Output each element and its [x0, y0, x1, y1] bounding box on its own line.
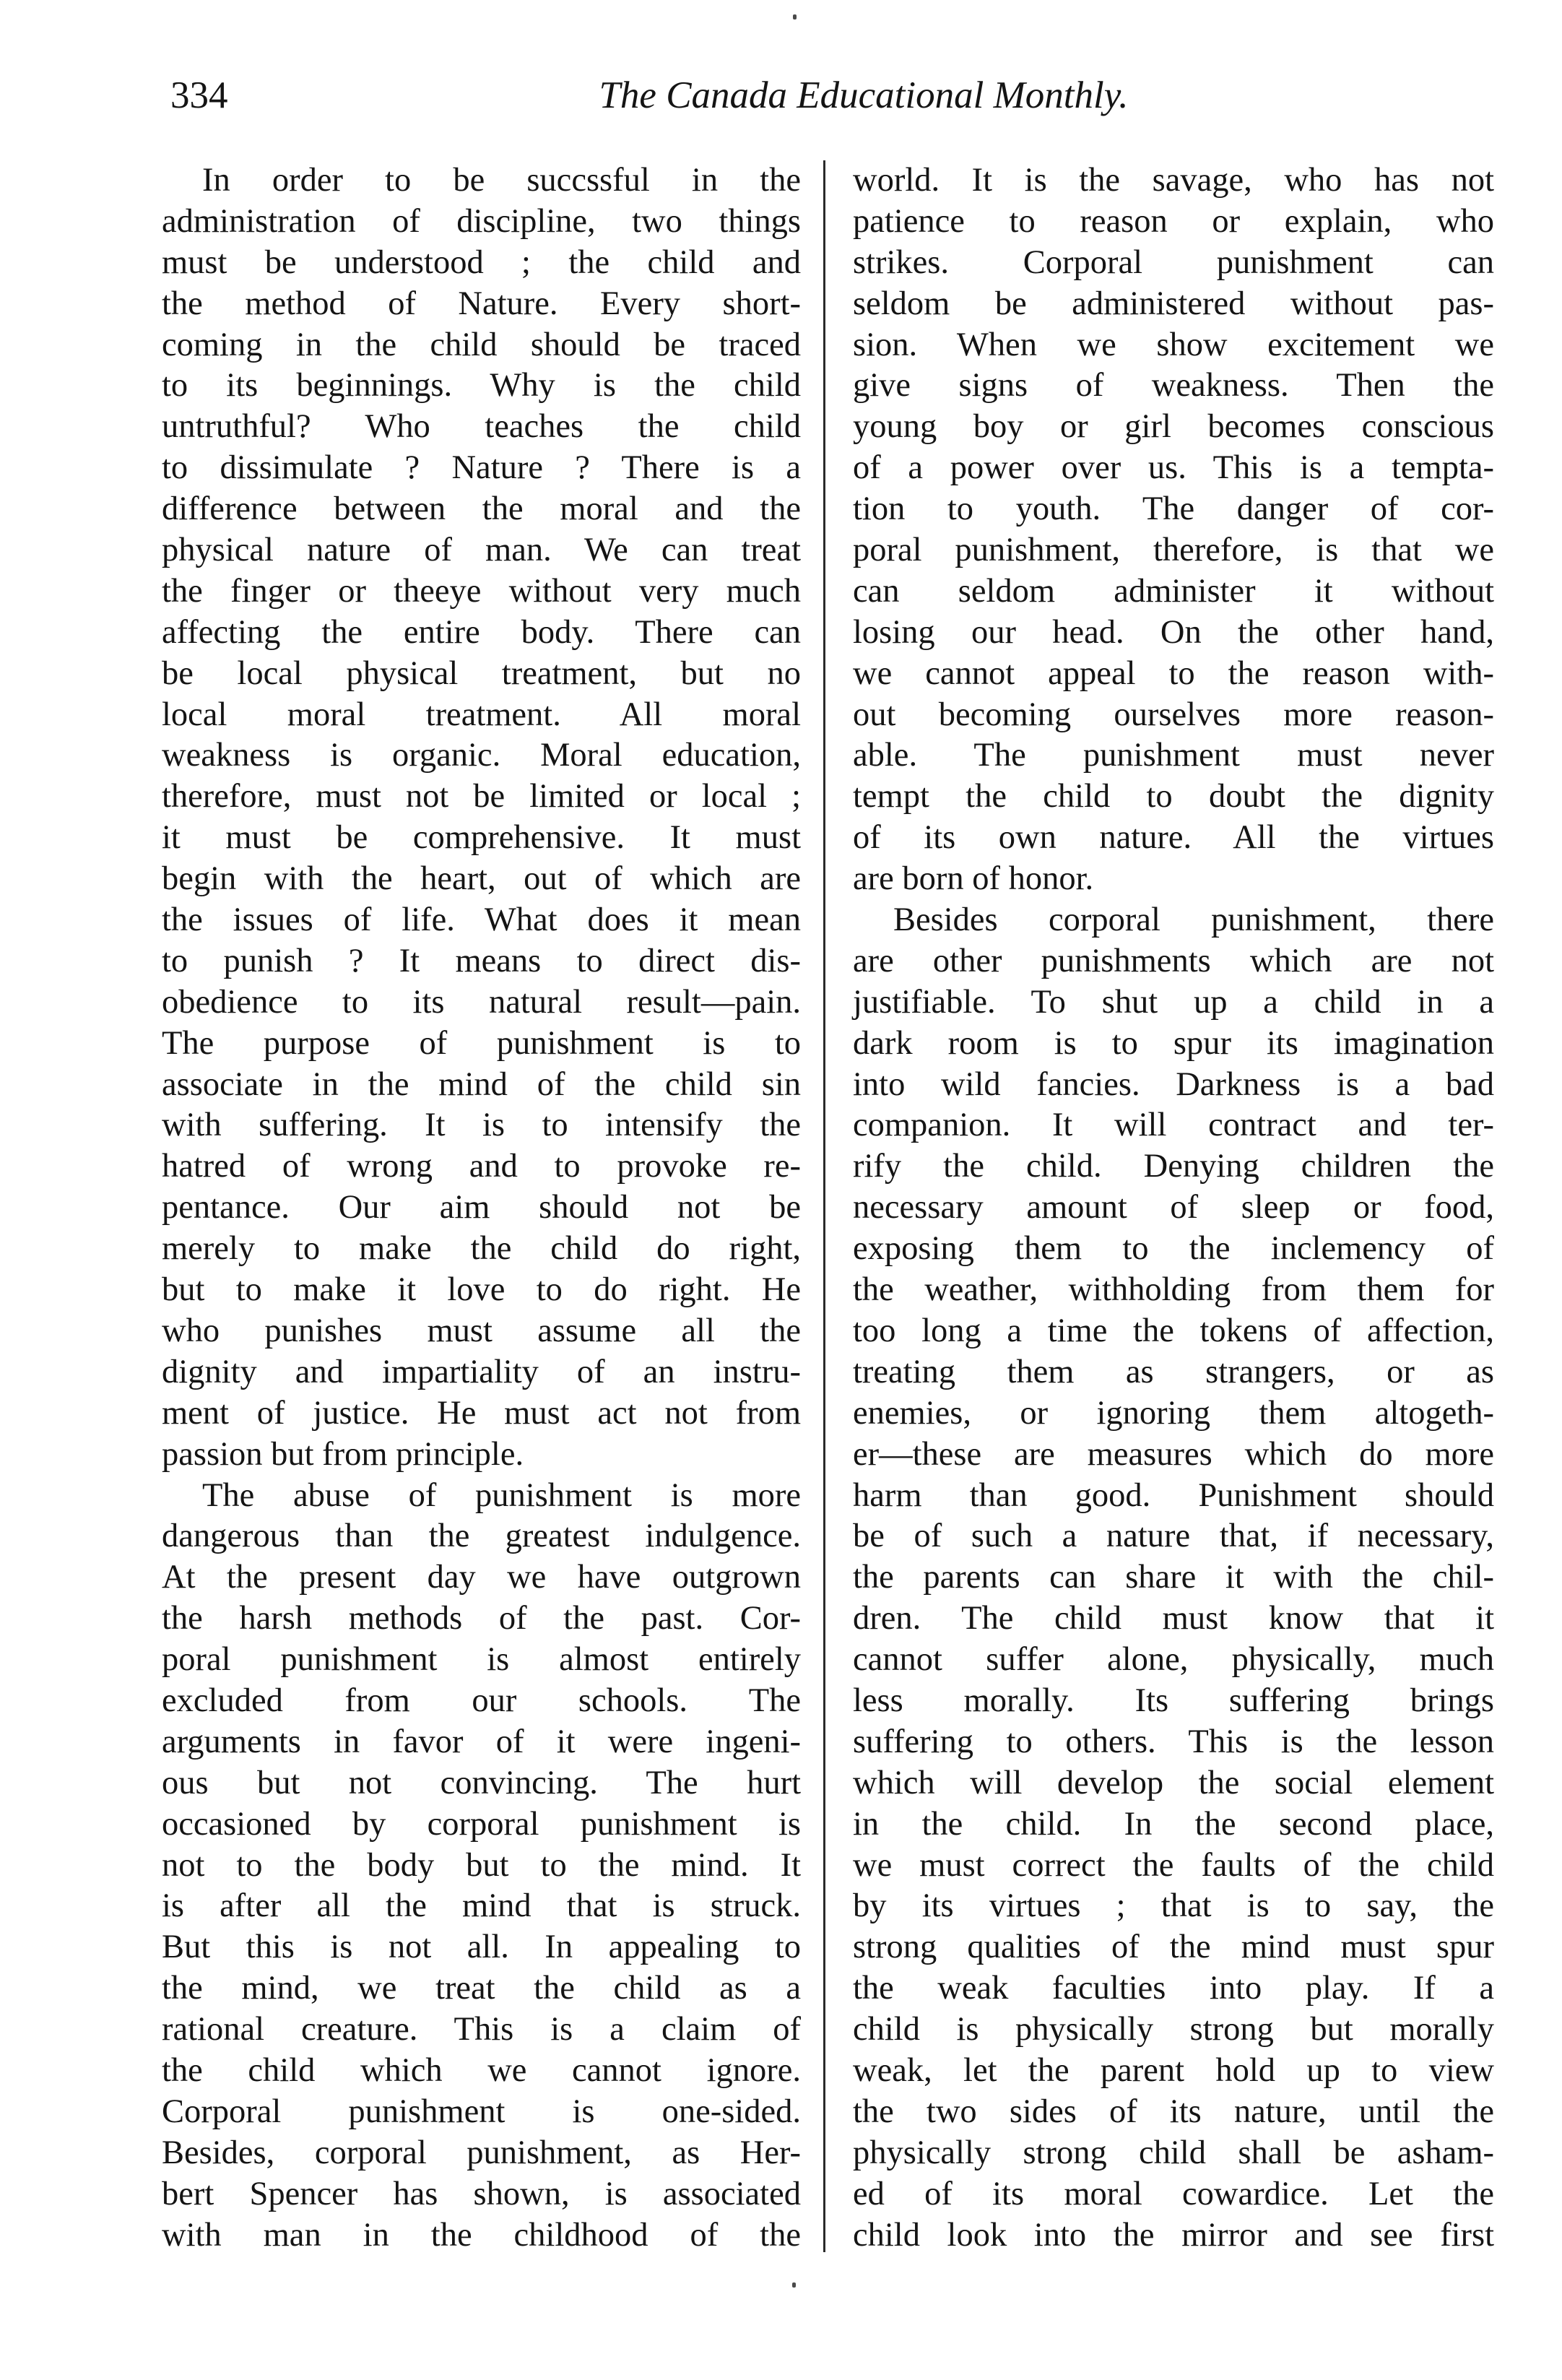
text-line: poral punishment is almost entirely — [162, 1641, 801, 1679]
text-line: can seldom administer it without — [853, 572, 1494, 610]
text-line: merely to make the child do right, — [162, 1230, 801, 1268]
text-line: necessary amount of sleep or food, — [853, 1189, 1494, 1226]
text-line: In order to be succssful in the — [202, 162, 801, 199]
column-divider — [823, 160, 825, 2252]
text-line: young boy or girl becomes conscious — [853, 408, 1494, 446]
print-speck — [792, 2282, 796, 2288]
text-line: coming in the child should be traced — [162, 326, 801, 363]
text-line: to dissimulate ? Nature ? There is a — [162, 449, 801, 487]
text-line: obedience to its natural result—pain. — [162, 983, 801, 1021]
text-line: er—these are measures which do more — [853, 1435, 1494, 1473]
text-line: justifiable. To shut up a child in a — [853, 983, 1494, 1021]
text-line: physically strong child shall be asham- — [853, 2134, 1494, 2171]
text-line: we cannot appeal to the reason with- — [853, 654, 1494, 692]
text-line: ed of its moral cowardice. Let the — [853, 2175, 1494, 2212]
text-line: harm than good. Punishment should — [853, 1476, 1494, 1514]
text-line: the harsh methods of the past. Cor- — [162, 1600, 801, 1637]
text-line: into wild fancies. Darkness is a bad — [853, 1065, 1494, 1103]
text-line: Besides, corporal punishment, as Her- — [162, 2134, 801, 2171]
text-line: Besides corporal punishment, there — [893, 901, 1494, 939]
text-line: bert Spencer has shown, is associated — [162, 2175, 801, 2212]
text-line: exposing them to the inclemency of — [853, 1230, 1494, 1268]
text-line: ment of justice. He must act not from — [162, 1394, 801, 1432]
text-line: world. It is the savage, who has not — [853, 162, 1494, 199]
text-line: affecting the entire body. There can — [162, 613, 801, 651]
text-line: be local physical treatment, but no — [162, 654, 801, 692]
text-line: be of such a nature that, if necessary, — [853, 1518, 1494, 1555]
text-line: associate in the mind of the child sin — [162, 1065, 801, 1103]
text-line: therefore, must not be limited or local ; — [162, 778, 801, 815]
text-line: too long a time the tokens of affection, — [853, 1312, 1494, 1349]
text-line: we must correct the faults of the child — [853, 1846, 1494, 1884]
text-line: seldom be administered without pas- — [853, 285, 1494, 322]
text-line: Corporal punishment is one-sided. — [162, 2093, 801, 2130]
text-line: hatred of wrong and to provoke re- — [162, 1148, 801, 1185]
text-line: less morally. Its suffering brings — [853, 1682, 1494, 1719]
text-line: weakness is organic. Moral education, — [162, 737, 801, 774]
text-line: with man in the childhood of the — [162, 2216, 801, 2254]
text-line: occasioned by corporal punishment is — [162, 1805, 801, 1843]
text-line: who punishes must assume all the — [162, 1312, 801, 1349]
text-line: weak, let the parent hold up to view — [853, 2051, 1494, 2089]
text-line: strong qualities of the mind must spur — [853, 1929, 1494, 1966]
text-line: But this is not all. In appealing to — [162, 1929, 801, 1966]
running-head — [170, 66, 1503, 124]
text-line: able. The punishment must never — [853, 737, 1494, 774]
text-line: the two sides of its nature, until the — [853, 2093, 1494, 2130]
text-line: but to make it love to do right. He — [162, 1271, 801, 1309]
text-line: the issues of life. What does it mean — [162, 901, 801, 939]
text-line: are other punishments which are not — [853, 942, 1494, 979]
text-line: begin with the heart, out of which are — [162, 860, 801, 898]
text-line: rify the child. Denying children the — [853, 1148, 1494, 1185]
text-line: difference between the moral and the — [162, 490, 801, 528]
text-column-right — [853, 160, 1494, 2256]
text-line: treating them as strangers, or as — [853, 1353, 1494, 1390]
text-line: give signs of weakness. Then the — [853, 367, 1494, 404]
text-line: the finger or theeye without very much — [162, 572, 801, 610]
text-line: the weak faculties into play. If a — [853, 1970, 1494, 2007]
text-line: arguments in favor of it were ingeni- — [162, 1723, 801, 1760]
text-line: the mind, we treat the child as a — [162, 1970, 801, 2007]
text-line: passion but from principle. — [162, 1435, 524, 1473]
text-line: not to the body but to the mind. It — [162, 1846, 801, 1884]
text-column-left — [162, 160, 801, 2256]
text-line: poral punishment, therefore, is that we — [853, 532, 1494, 569]
text-line: losing our head. On the other hand, — [853, 613, 1494, 651]
text-line: of its own nature. All the virtues — [853, 819, 1494, 857]
text-line: dangerous than the greatest indulgence. — [162, 1518, 801, 1555]
text-line: dark room is to spur its imagination — [853, 1024, 1494, 1062]
print-speck — [793, 14, 797, 20]
text-line: child is physically strong but morally — [853, 2011, 1494, 2048]
text-line: The purpose of punishment is to — [162, 1024, 801, 1062]
text-line: the parents can share it with the chil- — [853, 1559, 1494, 1596]
text-line: enemies, or ignoring them altogeth- — [853, 1394, 1494, 1432]
text-line: sion. When we show excitement we — [853, 326, 1494, 363]
text-line: with suffering. It is to intensify the — [162, 1107, 801, 1144]
text-line: the weather, withholding from them for — [853, 1271, 1494, 1309]
text-line: physical nature of man. We can treat — [162, 532, 801, 569]
text-line: rational creature. This is a claim of — [162, 2011, 801, 2048]
text-line: administration of discipline, two things — [162, 202, 801, 240]
text-line: to its beginnings. Why is the child — [162, 367, 801, 404]
text-line: The abuse of punishment is more — [202, 1476, 801, 1514]
text-line: excluded from our schools. The — [162, 1682, 801, 1719]
text-line: must be understood ; the child and — [162, 243, 801, 281]
text-line: are born of honor. — [853, 860, 1094, 898]
journal-title: The Canada Educational Monthly. — [599, 74, 1129, 116]
text-line: suffering to others. This is the lesson — [853, 1723, 1494, 1760]
text-line: untruthful? Who teaches the child — [162, 408, 801, 446]
text-line: dignity and impartiality of an instru- — [162, 1353, 801, 1390]
text-line: ous but not convincing. The hurt — [162, 1764, 801, 1801]
text-line: companion. It will contract and ter- — [853, 1107, 1494, 1144]
text-line: dren. The child must know that it — [853, 1600, 1494, 1637]
text-line: of a power over us. This is a tempta- — [853, 449, 1494, 487]
text-line: At the present day we have outgrown — [162, 1559, 801, 1596]
text-line: it must be comprehensive. It must — [162, 819, 801, 857]
text-line: in the child. In the second place, — [853, 1805, 1494, 1843]
text-line: which will develop the social element — [853, 1764, 1494, 1801]
text-line: by its virtues ; that is to say, the — [853, 1887, 1494, 1925]
text-line: is after all the mind that is struck. — [162, 1887, 801, 1925]
text-line: out becoming ourselves more reason- — [853, 696, 1494, 733]
page-number: 334 — [170, 74, 228, 116]
text-line: pentance. Our aim should not be — [162, 1189, 801, 1226]
text-line: cannot suffer alone, physically, much — [853, 1641, 1494, 1679]
text-line: strikes. Corporal punishment can — [853, 243, 1494, 281]
text-line: local moral treatment. All moral — [162, 696, 801, 733]
text-line: tion to youth. The danger of cor- — [853, 490, 1494, 528]
text-line: the method of Nature. Every short- — [162, 285, 801, 322]
text-line: the child which we cannot ignore. — [162, 2051, 801, 2089]
text-line: to punish ? It means to direct dis- — [162, 942, 801, 979]
text-line: patience to reason or explain, who — [853, 202, 1494, 240]
text-line: tempt the child to doubt the dignity — [853, 778, 1494, 815]
text-line: child look into the mirror and see first — [853, 2216, 1494, 2254]
